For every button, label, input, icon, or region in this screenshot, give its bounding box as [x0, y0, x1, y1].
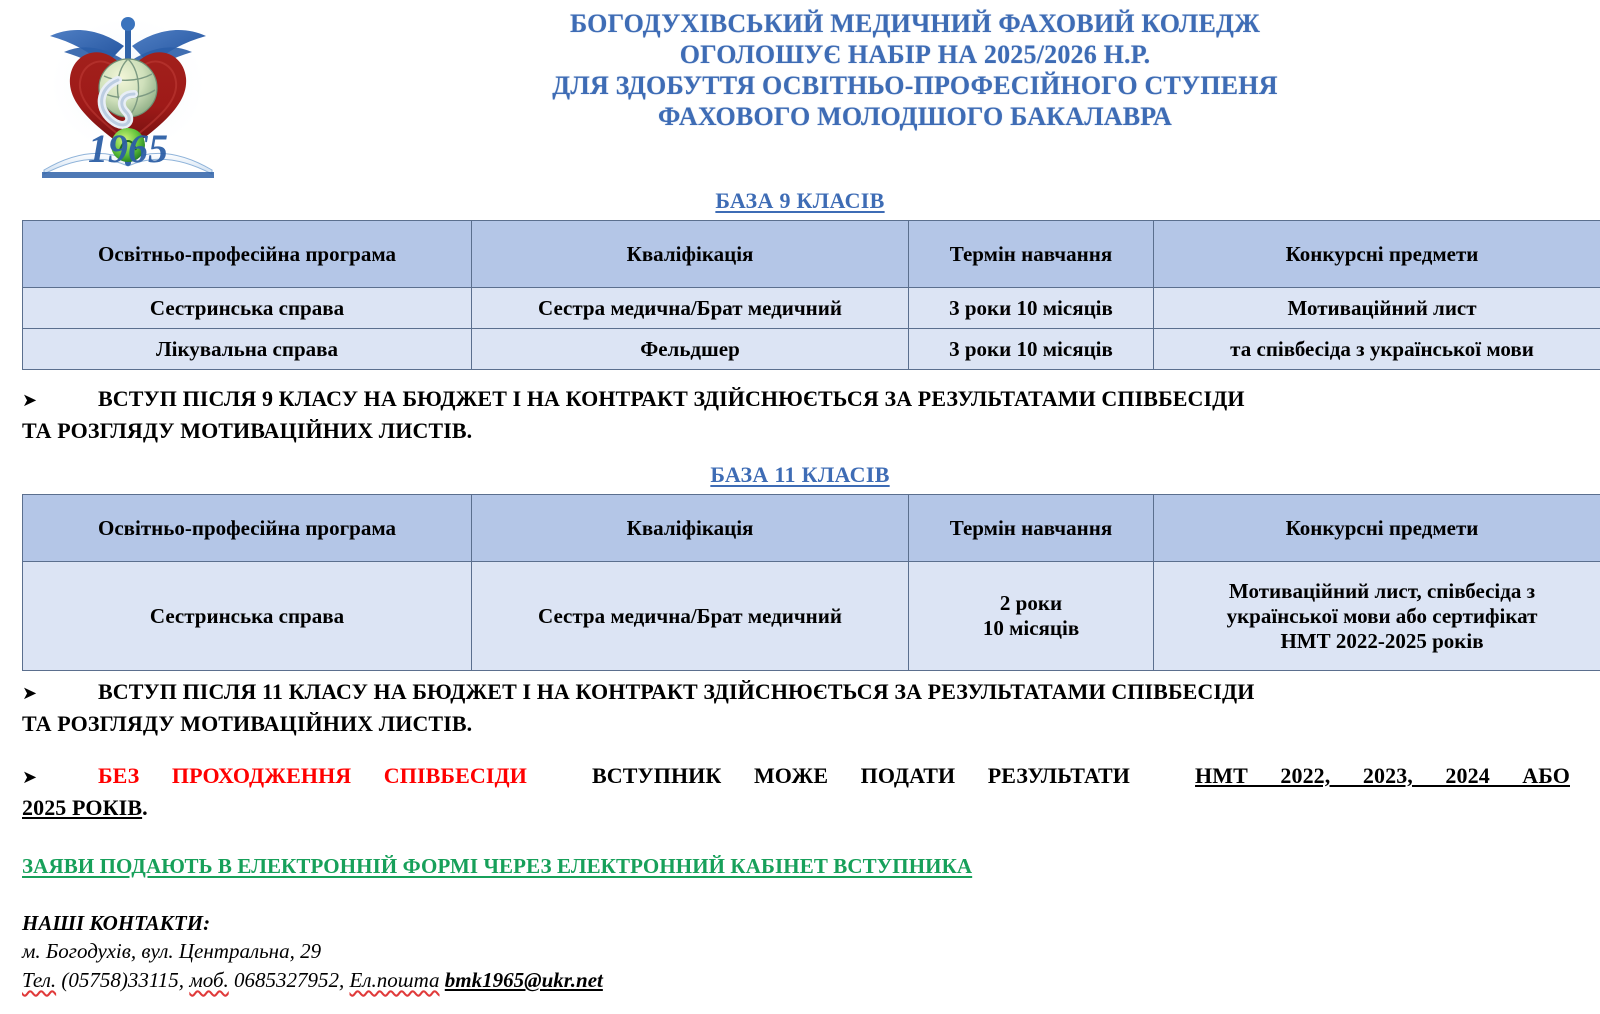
- contacts-title: НАШІ КОНТАКТИ:: [22, 911, 211, 935]
- column-header-subjects: Конкурсні предмети: [1154, 495, 1600, 562]
- note-base-11-line-2: ТА РОЗГЛЯДУ МОТИВАЦІЙНИХ ЛИСТІВ.: [22, 711, 473, 736]
- note-nmt-highlight: БЕЗ ПРОХОДЖЕННЯ СПІВБЕСІДИ: [98, 763, 527, 788]
- column-header-program: Освітньо-професійна програма: [23, 495, 472, 562]
- title-line-3: ДЛЯ ЗДОБУТТЯ ОСВІТНЬО-ПРОФЕСІЙНОГО СТУПЕНЯ: [552, 71, 1278, 100]
- contacts-mobile-number: 0685327952,: [234, 968, 345, 992]
- cell-subjects-line-1: Мотиваційний лист, співбесіда з: [1228, 578, 1536, 603]
- note-nmt-years: НМТ 2022, 2023, 2024 АБО: [1195, 763, 1570, 788]
- note-base-9-line-2: ТА РОЗГЛЯДУ МОТИВАЦІЙНИХ ЛИСТІВ.: [22, 418, 473, 443]
- cell-subjects: Мотиваційний лист: [1154, 288, 1600, 329]
- table-header-row: [23, 221, 1600, 288]
- contacts-phone-label: Тел.: [22, 968, 57, 992]
- announcement-title: [300, 8, 1530, 132]
- cell-subjects: та співбесіда з української мови: [1154, 329, 1600, 370]
- bullet-arrow-icon: ➤: [22, 767, 38, 788]
- section-heading-base-11: БАЗА 11 КЛАСІВ: [710, 462, 890, 487]
- svg-text:1965: 1965: [88, 126, 168, 171]
- title-line-1: БОГОДУХІВСЬКИЙ МЕДИЧНИЙ ФАХОВИЙ КОЛЕДЖ: [569, 9, 1261, 38]
- cell-program: Сестринська справа: [23, 288, 472, 329]
- note-base-9-line-1: ВСТУП ПІСЛЯ 9 КЛАСУ НА БЮДЖЕТ І НА КОНТРАКТ ЗДІЙСНЮЄТЬСЯ ЗА РЕЗУЛЬТАТАМИ СПІВБЕСІДИ: [98, 386, 1245, 411]
- cell-program: Сестринська справа: [23, 562, 472, 671]
- bullet-arrow-icon: ➤: [22, 390, 38, 411]
- cell-qualification: Фельдшер: [472, 329, 909, 370]
- contacts-mobile-label: моб.: [189, 968, 229, 992]
- admission-table-base-11: [22, 494, 1600, 671]
- column-header-duration: Термін навчання: [909, 495, 1154, 562]
- college-emblem-logo: [28, 2, 228, 180]
- note-nmt-years-2: 2025 РОКІВ: [22, 795, 143, 820]
- cell-qualification: Сестра медична/Брат медичний: [472, 288, 909, 329]
- cell-duration: 3 роки 10 місяців: [909, 288, 1154, 329]
- cell-program: Лікувальна справа: [23, 329, 472, 370]
- contacts-address: м. Богодухів, вул. Центральна, 29: [22, 939, 322, 963]
- note-base-9: [22, 384, 1578, 446]
- contacts-phone-number: (05758)33115,: [61, 968, 185, 992]
- cell-subjects: [1154, 562, 1600, 671]
- column-header-subjects: Конкурсні предмети: [1154, 221, 1600, 288]
- cell-subjects-line-2: української мови або сертифікат: [1226, 603, 1538, 628]
- column-header-program: Освітньо-професійна програма: [23, 221, 472, 288]
- admission-table-base-9: [22, 220, 1600, 370]
- note-nmt: [22, 761, 1578, 823]
- table-row: [23, 288, 1600, 329]
- cell-duration: 3 роки 10 місяців: [909, 329, 1154, 370]
- note-base-11: [22, 677, 1578, 739]
- section-heading-base-9: БАЗА 9 КЛАСІВ: [715, 188, 885, 213]
- contacts-email-address[interactable]: bmk1965@ukr.net: [444, 968, 603, 992]
- contacts-email-label: Ел.пошта: [349, 968, 440, 992]
- column-header-duration: Термін навчання: [909, 221, 1154, 288]
- note-base-11-line-1: ВСТУП ПІСЛЯ 11 КЛАСУ НА БЮДЖЕТ І НА КОНТРАКТ ЗДІЙСНЮЄТЬСЯ ЗА РЕЗУЛЬТАТАМИ СПІВБЕСІДИ: [98, 679, 1255, 704]
- bullet-arrow-icon: ➤: [22, 683, 38, 704]
- table-header-row: [23, 495, 1600, 562]
- title-line-4: ФАХОВОГО МОЛОДШОГО БАКАЛАВРА: [657, 102, 1173, 131]
- note-nmt-period: .: [142, 795, 148, 820]
- contacts-phone-line: [22, 966, 1578, 995]
- title-line-2: ОГОЛОШУЄ НАБІР НА 2025/2026 Н.Р.: [679, 40, 1151, 69]
- column-header-qualification: Кваліфікація: [472, 495, 909, 562]
- cell-duration-line-2: 10 місяців: [982, 616, 1080, 640]
- cell-duration-line-1: 2 роки: [999, 591, 1063, 615]
- electronic-application-note[interactable]: ЗАЯВИ ПОДАЮТЬ В ЕЛЕКТРОННІЙ ФОРМІ ЧЕРЕЗ ЕЛЕКТРОННИЙ КАБІНЕТ ВСТУПНИКА: [22, 854, 973, 878]
- document-header: [0, 0, 1600, 182]
- cell-subjects-line-3: НМТ 2022-2025 років: [1280, 628, 1484, 653]
- cell-qualification: Сестра медична/Брат медичний: [472, 562, 909, 671]
- note-nmt-middle: ВСТУПНИК МОЖЕ ПОДАТИ РЕЗУЛЬТАТИ: [591, 763, 1131, 788]
- contacts-block: [22, 909, 1578, 995]
- table-row: [23, 562, 1600, 671]
- table-row: [23, 329, 1600, 370]
- column-header-qualification: Кваліфікація: [472, 221, 909, 288]
- cell-duration: [909, 562, 1154, 671]
